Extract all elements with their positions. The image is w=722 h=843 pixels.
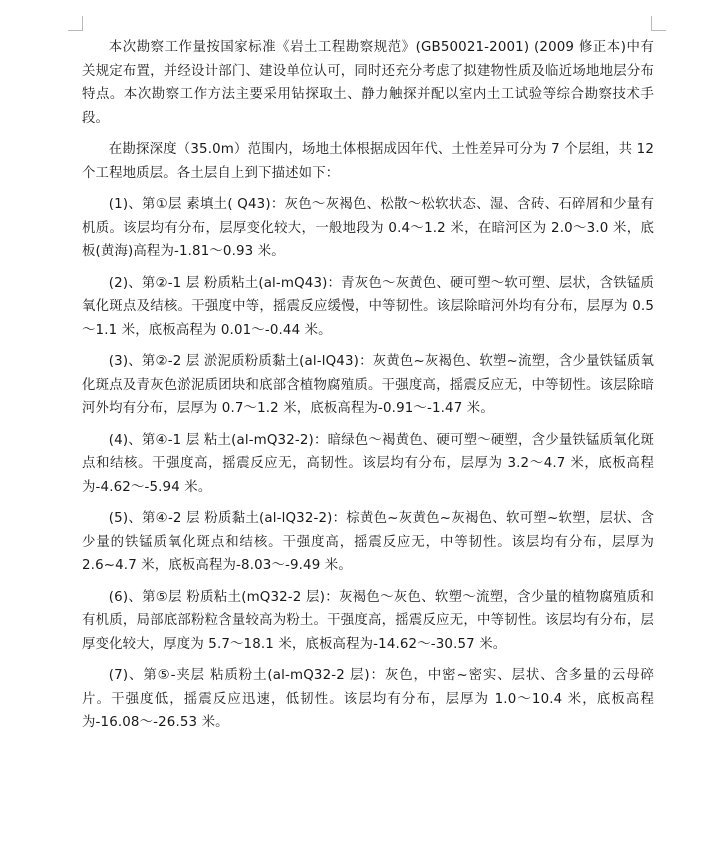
- depth-summary-paragraph: 在勘探深度（35.0m）范围内，场地土体根据成因年代、土性差异可分为 7 个层组，共 12 个工程地质层。各土层自上到下描述如下：: [82, 142, 654, 181]
- page-corner-mark-top-right: [651, 16, 666, 31]
- layer-description-1: (1)、第①层 素填土( Q43)：灰色～灰褐色、松散～松软状态、湿、含砖、石碎屑和少量有机质。该层均有分布，层厚变化较大，一般地段为 0.4～1.2 米，在暗河区为 2.0～3.0 米，底板(黄海)高程为-1.81～0.93 米。: [82, 197, 654, 259]
- document-body[interactable]: [82, 36, 654, 743]
- page-corner-mark-top-left: [68, 16, 83, 31]
- layer-description-5: (5)、第④-2 层 粉质黏土(al-lQ32-2)：棕黄色~灰黄色~灰褐色、软可塑~软塑，层状、含少量的铁锰质氧化斑点和结核。干强度高，摇震反应无，中等韧性。该层均有分布，层厚为 2.6~4.7 米，底板高程为-8.03～-9.49 米。: [82, 511, 654, 573]
- intro-paragraph: 本次勘察工作量按国家标准《岩土工程勘察规范》(GB50021-2001) (2009 修正本)中有关规定布置，并经设计部门、建设单位认可，同时还充分考虑了拟建物性质及临近场地地层分布特点。本次勘察工作方法主要采用钻探取土、静力触探并配以室内土工试验等综合勘察技术手段。: [82, 40, 654, 126]
- layer-description-4: (4)、第④-1 层 粘土(al-mQ32-2)：暗绿色～褐黄色、硬可塑～硬塑，含少量铁锰质氧化斑点和结核。干强度高，摇震反应无，高韧性。该层均有分布，层厚为 3.2～4.7 米，底板高程为-4.62～-5.94 米。: [82, 432, 654, 495]
- layer-description-7: (7)、第⑤-夹层 粘质粉土(al-mQ32-2 层)：灰色，中密~密实、层状、含多量的云母碎片。干强度低，摇震反应迅速，低韧性。该层均有分布，层厚为 1.0～10.4 米，底板高程为-16.08～-26.53 米。: [82, 668, 654, 730]
- layer-description-2: (2)、第②-1 层 粉质粘土(al-mQ43)：青灰色～灰黄色、硬可塑～软可塑、层状，含铁锰质氧化斑点及结核。干强度中等，摇震反应缓慢，中等韧性。该层除暗河外均有分布，层厚为 0.5～1.1 米，底板高程为 0.01～-0.44 米。: [82, 275, 654, 338]
- layer-description-3: (3)、第②-2 层 淤泥质粉质黏土(al-lQ43)：灰黄色~灰褐色、软塑~流塑，含少量铁锰质氧化斑点及青灰色淤泥质团块和底部含植物腐殖质。干强度高，摇震反应无，中等韧性。该层除暗河外均有分布，层厚为 0.7～1.2 米，底板高程为-0.91～-1.47 米。: [82, 354, 654, 416]
- layer-description-6: (6)、第⑤层 粉质粘土(mQ32-2 层)：灰褐色～灰色、软塑～流塑，含少量的植物腐殖质和有机质，局部底部粉粒含量较高为粉土。干强度高，摇震反应无，中等韧性。该层均有分布，层厚变化较大，厚度为 5.7～18.1 米，底板高程为-14.62～-30.57 米。: [82, 589, 654, 652]
